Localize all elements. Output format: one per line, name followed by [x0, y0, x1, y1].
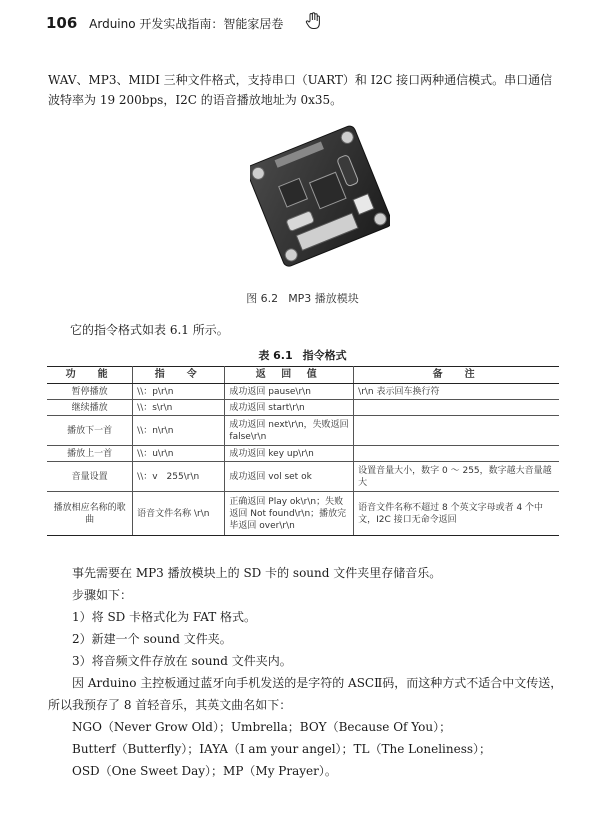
table-cell: \\：p\r\n	[133, 384, 225, 400]
table-cell: 继续播放	[47, 400, 133, 416]
header-function: 功 能	[47, 367, 133, 384]
table-cell	[354, 446, 559, 462]
hand-cursor-icon	[305, 12, 321, 30]
command-format-table	[47, 366, 559, 536]
figure-number: 图 6.2	[246, 292, 279, 305]
table-cell: 播放下一首	[47, 416, 133, 446]
ascii-paragraph: 因 Arduino 主控板通过蓝牙向手机发送的是字符的 ASCⅡ码，而这种方式不适合中文传送，所以我预存了 8 首轻音乐，其英文曲名如下：	[48, 676, 563, 712]
table-caption	[0, 347, 605, 363]
figure-title: MP3 播放模块	[288, 292, 359, 305]
table-header-row	[47, 367, 559, 384]
table-cell: 播放上一首	[47, 446, 133, 462]
table-cell: \r\n 表示回车换行符	[354, 384, 559, 400]
table-cell: \\：n\r\n	[133, 416, 225, 446]
steps-heading: 步骤如下：	[72, 588, 133, 602]
table-cell	[354, 416, 559, 446]
song-list-line-3: OSD（One Sweet Day）；MP（My Prayer）。	[72, 764, 337, 778]
mp3-module-image	[250, 120, 390, 275]
table-cell: \\：s\r\n	[133, 400, 225, 416]
table-number: 表 6.1	[258, 349, 293, 362]
header-note: 备 注	[354, 367, 559, 384]
table-row	[47, 400, 559, 416]
table-cell: 成功返回 vol set ok	[225, 462, 354, 492]
table-row	[47, 384, 559, 400]
header-return: 返 回 值	[225, 367, 354, 384]
table-cell	[354, 400, 559, 416]
table-cell: 成功返回 start\r\n	[225, 400, 354, 416]
figure-caption	[0, 290, 605, 306]
sd-card-note: 事先需要在 MP3 播放模块上的 SD 卡的 sound 文件夹里存储音乐。	[72, 566, 442, 580]
table-cell: 正确返回 Play ok\r\n；失败返回 Not found\r\n；播放完毕返回 over\r\n	[225, 492, 354, 536]
table-cell: 语音文件名称 \r\n	[133, 492, 225, 536]
table-cell: 成功返回 key up\r\n	[225, 446, 354, 462]
intro-paragraph: WAV、MP3、MIDI 三种文件格式，支持串口（UART）和 I2C 接口两种通信模式。串口通信波特率为 19 200bps，I2C 的语音播放地址为 0x35。	[48, 73, 553, 107]
table-cell: \\：v 255\r\n	[133, 462, 225, 492]
header-command: 指 令	[133, 367, 225, 384]
song-list-line-1: NGO（Never Grow Old）；Umbrella；BOY（Because Of You）；	[72, 720, 452, 734]
page-number: 106	[46, 14, 78, 32]
table-cell: 播放相应名称的歌曲	[47, 492, 133, 536]
table-cell: 语音文件名称不超过 8 个英文字母或者 4 个中文，I2C 接口无命令返回	[354, 492, 559, 536]
body-text	[48, 562, 563, 782]
step-3: 3）将音频文件存放在 sound 文件夹内。	[72, 654, 292, 668]
page-header	[46, 14, 283, 32]
table-title: 指令格式	[302, 349, 347, 362]
step-2: 2）新建一个 sound 文件夹。	[72, 632, 232, 646]
book-title: Arduino 开发实战指南：智能家居卷	[89, 17, 284, 31]
step-1: 1）将 SD 卡格式化为 FAT 格式。	[72, 610, 257, 624]
table-row	[47, 446, 559, 462]
table-cell: 暂停播放	[47, 384, 133, 400]
table-row	[47, 492, 559, 536]
table-cell: 成功返回 next\r\n，失败返回 false\r\n	[225, 416, 354, 446]
song-list-line-2: Butterf（Butterfly）；IAYA（I am your angel）；TL（The Loneliness）；	[72, 742, 492, 756]
table-cell: 成功返回 pause\r\n	[225, 384, 354, 400]
table-cell: 设置音量大小，数字 0 ～ 255，数字越大音量越大	[354, 462, 559, 492]
table-row	[47, 416, 559, 446]
table-intro: 它的指令格式如表 6.1 所示。	[70, 323, 229, 337]
table-cell: 音量设置	[47, 462, 133, 492]
table-cell: \\：u\r\n	[133, 446, 225, 462]
table-row	[47, 462, 559, 492]
